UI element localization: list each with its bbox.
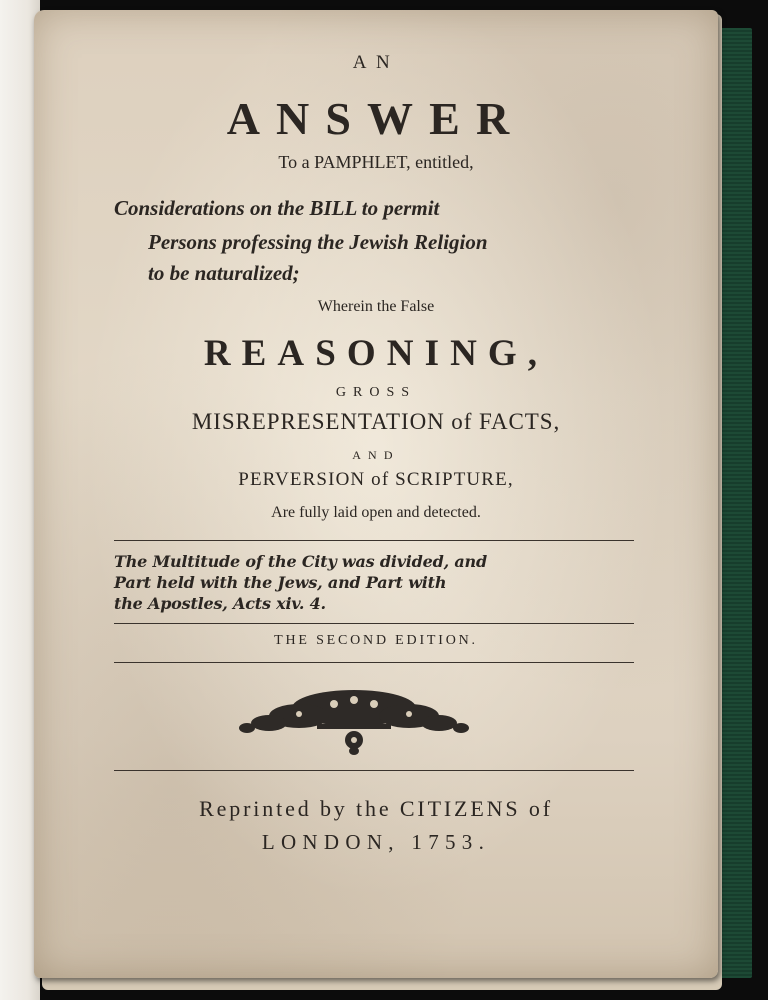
gross-line: GROSS xyxy=(335,385,417,400)
and-line: AND xyxy=(352,448,400,462)
subtitle-to-pamphlet: To a PAMPHLET, entitled, xyxy=(278,152,474,172)
subtitle-persons: Persons professing the Jewish Religion xyxy=(148,230,488,254)
epigraph-line-3: the Apostles, Acts xiv. 4. xyxy=(114,594,326,613)
divider-rule xyxy=(114,540,634,541)
wherein-line: Wherein the False xyxy=(317,298,435,315)
perversion-line: PERVERSION of SCRIPTURE, xyxy=(238,469,514,490)
epigraph-line-1: The Multitude of the City was divided, and xyxy=(114,552,487,571)
imprint-line-2: LONDON, 1753. xyxy=(261,830,491,854)
title-answer: ANSWER xyxy=(226,93,526,144)
title-page xyxy=(34,10,718,978)
divider-rule xyxy=(114,623,634,624)
divider-rule xyxy=(114,662,634,663)
divider-rule xyxy=(114,770,634,771)
imprint-line-1: Reprinted by the CITIZENS of xyxy=(199,796,553,821)
epigraph-line-2: Part held with the Jews, and Part with xyxy=(114,573,447,592)
subtitle-to-be-naturalized: to be naturalized; xyxy=(148,261,300,285)
title-an: AN xyxy=(352,52,400,73)
edition-statement: THE SECOND EDITION. xyxy=(274,633,478,648)
laid-open-line: Are fully laid open and detected. xyxy=(271,504,481,521)
reasoning-heading: REASONING, xyxy=(203,333,549,374)
misrepresentation-line: MISREPRESENTATION of FACTS, xyxy=(191,409,561,434)
subtitle-considerations: Considerations on the BILL to permit xyxy=(114,196,440,220)
printers-ornament-icon xyxy=(239,678,469,758)
